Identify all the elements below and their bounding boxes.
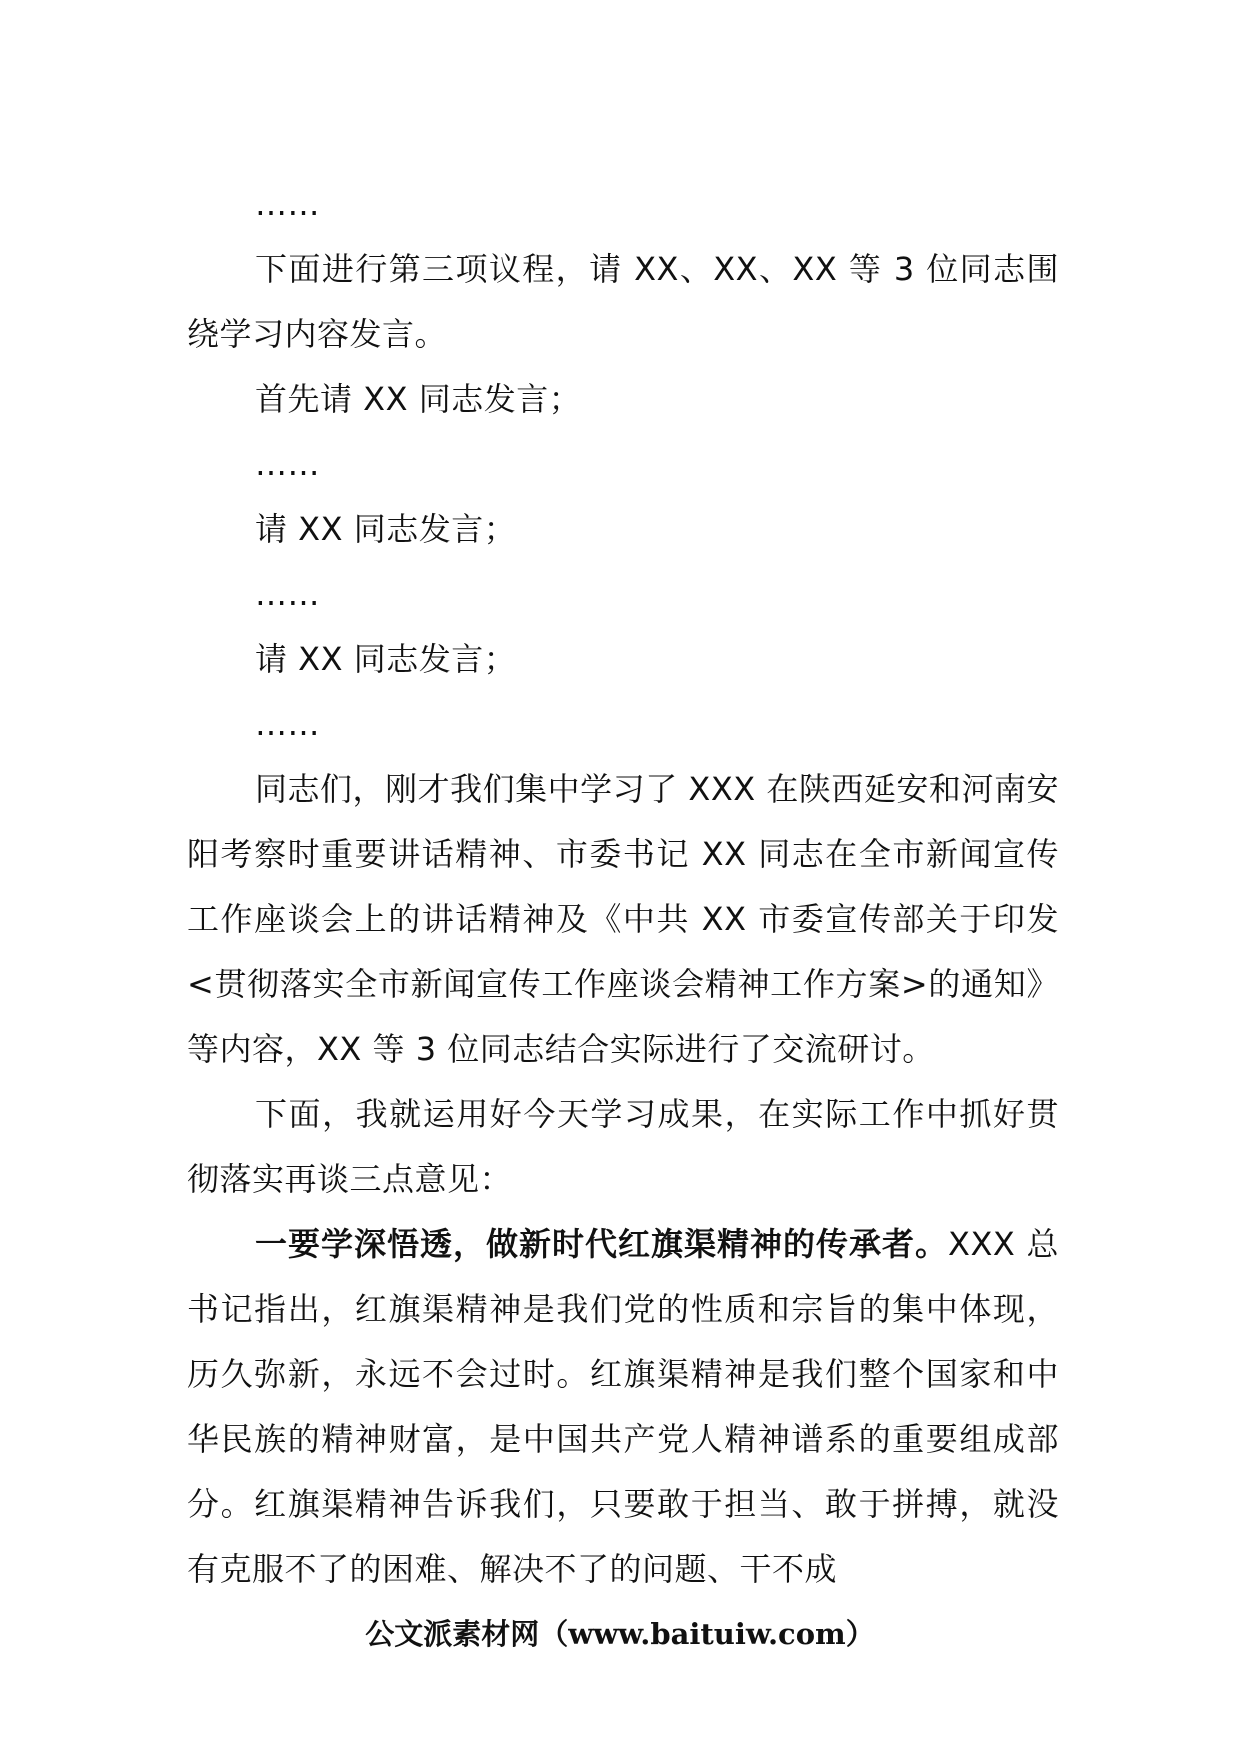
- document-body: [187, 172, 1059, 1602]
- paragraph-agenda-three: 下面进行第三项议程，请 XX、XX、XX 等 3 位同志围绕学习内容发言。: [187, 250, 1059, 353]
- paragraph-three-opinions-intro: 下面，我就运用好今天学习成果，在实际工作中抓好贯彻落实再谈三点意见：: [187, 1095, 1059, 1198]
- paragraph-ellipsis-4: ……: [255, 705, 320, 743]
- paragraph-ellipsis-3: ……: [255, 575, 320, 613]
- paragraph-third-speaker: 请 XX 同志发言；: [255, 640, 517, 678]
- opinion-one-body: XXX 总书记指出，红旗渠精神是我们党的性质和宗旨的集中体现，历久弥新，永远不会过时。红旗渠精神是我们整个国家和中华民族的精神财富，是中国共产党人精神谱系的重要组成部分。红旗渠精神告诉我们，只要敢于担当、敢于拼搏，就没有克服不了的困难、解决不了的问题、干不成: [187, 1225, 1059, 1588]
- paragraph-opinion-one: [187, 1212, 1059, 1602]
- paragraph-first-speaker: 首先请 XX 同志发言；: [255, 380, 582, 418]
- paragraph-summary: 同志们，刚才我们集中学习了 XXX 在陕西延安和河南安阳考察时重要讲话精神、市委书记 XX 同志在全市新闻宣传工作座谈会上的讲话精神及《中共 XX 市委宣传部关于印发<贯彻落实全市新闻宣传工作座谈会精神工作方案>的通知》等内容，XX 等 3 位同志结合实际进行了交流研讨。: [187, 770, 1059, 1068]
- paragraph-ellipsis-1: ……: [255, 185, 320, 223]
- paragraph-ellipsis-2: ……: [255, 445, 320, 483]
- page-footer-watermark: 公文派素材网（www.baituiw.com）: [365, 1617, 875, 1651]
- opinion-one-heading: 一要学深悟透，做新时代红旗渠精神的传承者。: [255, 1225, 949, 1263]
- paragraph-second-speaker: 请 XX 同志发言；: [255, 510, 517, 548]
